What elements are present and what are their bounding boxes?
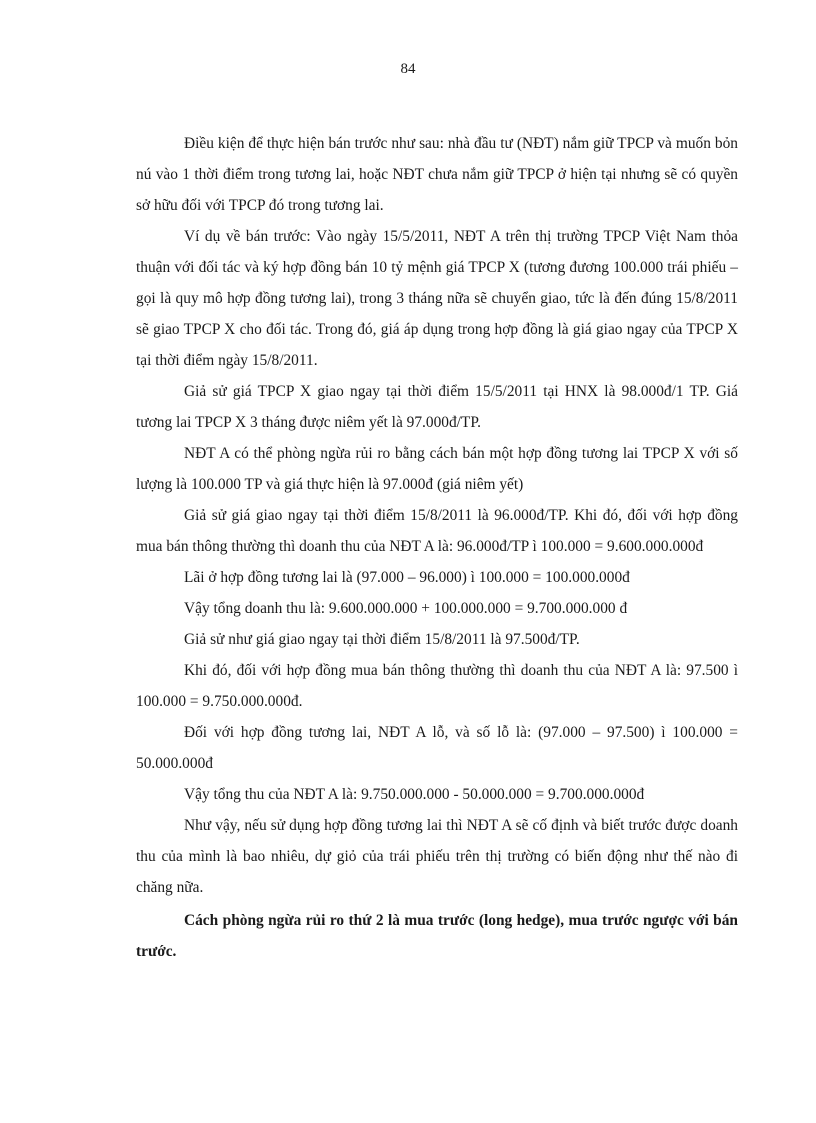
paragraph-conditions: Điều kiện để thực hiện bán trước như sau: nhà đầu tư (NĐT) nắm giữ TPCP và muốn bỏn nú vào 1 thời điểm trong tương lai, hoặc NĐT chưa nắm giữ TPCP ở hiện tại nhưng sẽ có quyền sở hữu đối với TPCP đó trong tương lai.: [136, 135, 738, 214]
paragraph-total-revenue: Vậy tổng doanh thu là: 9.600.000.000 + 100.000.000 = 9.700.000.000 đ: [184, 600, 628, 617]
document-body: [136, 128, 738, 967]
page-number: 84: [400, 61, 416, 77]
paragraph-futures-loss: Đối với hợp đồng tương lai, NĐT A lỗ, và số lỗ là: (97.000 – 97.500) ì 100.000 = 50.000.000đ: [136, 724, 738, 772]
paragraph-conclusion: Như vậy, nếu sử dụng hợp đồng tương lai thì NĐT A sẽ cố định và biết trước được doanh thu của mình là bao nhiêu, dự giỏ của trái phiếu trên thị trường có biến động như thế nào đi chăng nữa.: [136, 817, 738, 896]
paragraph-normal-revenue: Khi đó, đối với hợp đồng mua bán thông thường thì doanh thu của NĐT A là: 97.500 ì 100.000 = 9.750.000.000đ.: [136, 662, 738, 710]
paragraph-long-hedge-heading: Cách phòng ngừa rủi ro thứ 2 là mua trước (long hedge), mua trước ngược với bán trước.: [136, 912, 738, 960]
paragraph-spot-price-assumption: Giả sử giá TPCP X giao ngay tại thời điểm 15/5/2011 tại HNX là 98.000đ/1 TP. Giá tương lai TPCP X 3 tháng được niêm yết là 97.000đ/TP.: [136, 383, 738, 431]
paragraph-hedge-action: NĐT A có thể phòng ngừa rủi ro bằng cách bán một hợp đồng tương lai TPCP X với số lượng là 100.000 TP và giá thực hiện là 97.000đ (giá niêm yết): [136, 445, 738, 493]
paragraph-example: Ví dụ về bán trước: Vào ngày 15/5/2011, NĐT A trên thị trường TPCP Việt Nam thỏa thuận với đối tác và ký hợp đồng bán 10 tỷ mệnh giá TPCP X (tương đương 100.000 trái phiếu – gọi là quy mô hợp đồng tương lai), trong 3 tháng nữa sẽ chuyển giao, tức là đến đúng 15/8/2011 sẽ giao TPCP X cho đối tác. Trong đó, giá áp dụng trong hợp đồng là giá giao ngay của TPCP X tại thời điểm ngày 15/8/2011.: [136, 228, 738, 369]
paragraph-scenario-one: Giả sử giá giao ngay tại thời điểm 15/8/2011 là 96.000đ/TP. Khi đó, đối với hợp đồng mua bán thông thường thì doanh thu của NĐT A là: 96.000đ/TP ì 100.000 = 9.600.000.000đ: [136, 507, 738, 555]
paragraph-futures-gain: Lãi ở hợp đồng tương lai là (97.000 – 96.000) ì 100.000 = 100.000.000đ: [184, 569, 630, 586]
paragraph-scenario-two: Giả sử như giá giao ngay tại thời điểm 15/8/2011 là 97.500đ/TP.: [184, 631, 580, 648]
paragraph-total-income: Vậy tổng thu của NĐT A là: 9.750.000.000 - 50.000.000 = 9.700.000.000đ: [184, 786, 645, 803]
